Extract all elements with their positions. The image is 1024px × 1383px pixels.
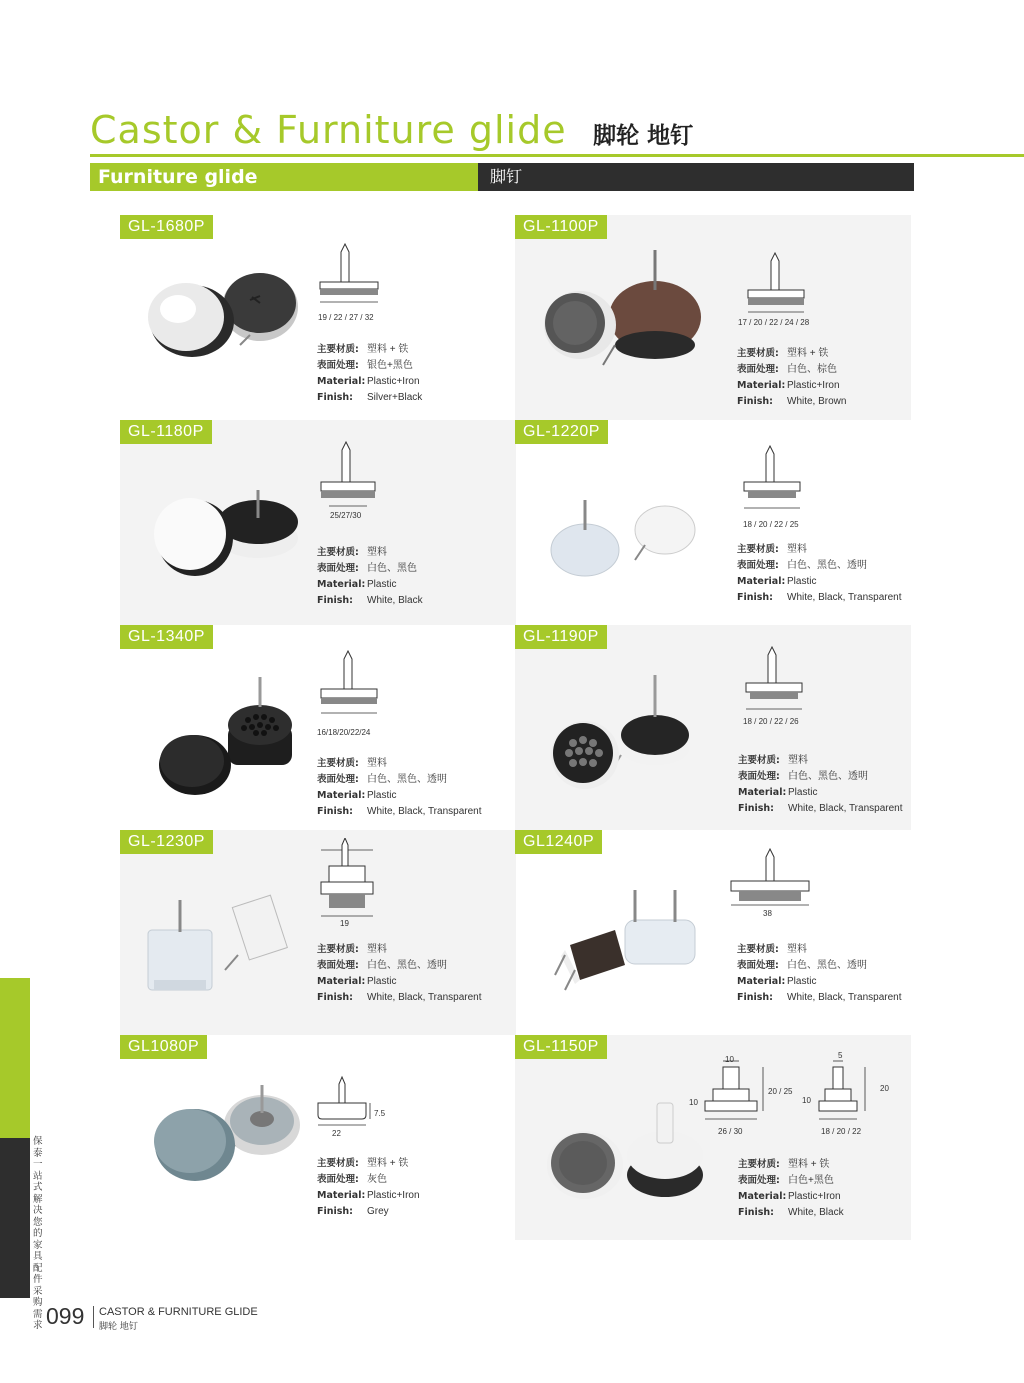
- value-finish-cn: 白色、黑色、透明: [367, 960, 447, 971]
- value-main-material: 塑料: [367, 547, 387, 558]
- product-card-gl-1100p: [515, 215, 911, 420]
- title-en: Castor & Furniture glide: [90, 108, 567, 152]
- label-finish-cn: 表面处理:: [738, 1175, 780, 1186]
- dimension-label: 19: [340, 919, 349, 928]
- footer-title-en: CASTOR & FURNITURE GLIDE: [99, 1306, 258, 1318]
- product-card-gl-1150p: [515, 1035, 911, 1240]
- product-card-gl-1340p: [120, 625, 516, 830]
- footer-divider: [93, 1306, 94, 1328]
- footer-title-cn: 脚轮 地钉: [99, 1322, 138, 1332]
- product-photo: [140, 655, 320, 820]
- label-finish: Finish:: [738, 803, 774, 814]
- value-material: Plastic: [367, 790, 397, 801]
- value-finish: White, Black, Transparent: [787, 992, 902, 1003]
- product-photo: [535, 245, 715, 410]
- label-finish-cn: 表面处理:: [737, 960, 779, 971]
- value-main-material: 塑料 + 铁: [367, 344, 409, 355]
- dimension-label: 20: [880, 1084, 889, 1093]
- product-card-gl1080p: [120, 1035, 516, 1240]
- title-rule: [90, 154, 1024, 157]
- dimension-label-height: 7.5: [374, 1109, 386, 1118]
- label-finish-cn: 表面处理:: [738, 771, 780, 782]
- label-material: Material:: [317, 376, 366, 387]
- section-bar-cn: [478, 163, 914, 191]
- product-photo: [535, 1065, 715, 1230]
- product-code: GL-1100P: [515, 215, 607, 239]
- product-photo: [140, 860, 320, 1025]
- label-finish: Finish:: [317, 806, 353, 817]
- product-code: GL-1680P: [120, 215, 213, 239]
- spec-list: [737, 542, 902, 606]
- label-main-material: 主要材质:: [317, 1158, 359, 1169]
- product-photo: [140, 450, 320, 615]
- dimension-drawing: [315, 438, 385, 518]
- product-code: GL-1230P: [120, 830, 213, 854]
- label-material: Material:: [737, 976, 786, 987]
- value-finish-cn: 白色、黑色、透明: [367, 774, 447, 785]
- value-finish: Grey: [367, 1206, 389, 1217]
- label-main-material: 主要材质:: [737, 544, 779, 555]
- value-material: Plastic: [787, 976, 817, 987]
- page-number: 099: [46, 1303, 85, 1329]
- dimension-label: 22: [332, 1129, 341, 1138]
- spec-list: [737, 942, 902, 1006]
- label-finish: Finish:: [317, 595, 353, 606]
- label-material: Material:: [737, 576, 786, 587]
- label-main-material: 主要材质:: [737, 348, 779, 359]
- value-main-material: 塑料: [787, 944, 807, 955]
- dimension-label: 20 / 25: [768, 1087, 793, 1096]
- side-slogan: 保泰 一站式解决您的家具配件采购需求: [33, 1136, 43, 1331]
- value-main-material: 塑料 + 铁: [787, 348, 829, 359]
- dimension-label: 18 / 20 / 22 / 25: [743, 520, 799, 529]
- value-material: Plastic+Iron: [787, 380, 840, 391]
- dimension-label: 5: [838, 1051, 843, 1060]
- label-finish: Finish:: [317, 992, 353, 1003]
- dimension-label: 19 / 22 / 27 / 32: [318, 313, 374, 322]
- value-finish-cn: 灰色: [367, 1174, 387, 1185]
- product-code: GL-1190P: [515, 625, 607, 649]
- value-material: Plastic: [367, 976, 397, 987]
- value-finish-cn: 白色+黑色: [788, 1175, 834, 1186]
- value-main-material: 塑料 + 铁: [367, 1158, 409, 1169]
- product-card-gl-1180p: [120, 420, 516, 625]
- product-card-gl-1220p: [515, 420, 911, 625]
- product-card-gl-1190p: [515, 625, 911, 830]
- product-photo: [535, 860, 715, 1025]
- product-code: GL1080P: [120, 1035, 207, 1059]
- section-title-cn: 脚钉: [490, 167, 523, 186]
- label-finish: Finish:: [737, 592, 773, 603]
- product-code: GL-1180P: [120, 420, 212, 444]
- value-material: Plastic: [787, 576, 817, 587]
- value-finish: White, Black, Transparent: [367, 992, 482, 1003]
- value-finish-cn: 白色、棕色: [787, 364, 837, 375]
- product-photo: [535, 450, 715, 615]
- dimension-drawing: [315, 838, 385, 923]
- value-finish-cn: 白色、黑色、透明: [787, 560, 867, 571]
- value-finish-cn: 银色+黑色: [367, 360, 413, 371]
- dimension-label: 25/27/30: [330, 511, 362, 520]
- value-main-material: 塑料: [367, 944, 387, 955]
- label-material: Material:: [317, 976, 366, 987]
- dimension-label: 10: [802, 1096, 811, 1105]
- value-material: Plastic: [367, 579, 397, 590]
- dimension-label: 26 / 30: [718, 1127, 743, 1136]
- label-finish-cn: 表面处理:: [317, 563, 359, 574]
- spec-list: [317, 942, 482, 1006]
- label-finish-cn: 表面处理:: [317, 360, 359, 371]
- label-finish: Finish:: [737, 992, 773, 1003]
- product-photo: [535, 655, 715, 820]
- value-finish-cn: 白色、黑色: [367, 563, 417, 574]
- value-finish-cn: 白色、黑色、透明: [787, 960, 867, 971]
- dimension-label: 18 / 20 / 22 / 26: [743, 717, 799, 726]
- label-material: Material:: [738, 787, 787, 798]
- label-finish-cn: 表面处理:: [737, 364, 779, 375]
- label-finish-cn: 表面处理:: [737, 560, 779, 571]
- dimension-label: 10: [725, 1055, 734, 1064]
- label-main-material: 主要材质:: [738, 755, 780, 766]
- dimension-label: 16/18/20/22/24: [317, 728, 371, 737]
- label-finish: Finish:: [738, 1207, 774, 1218]
- dimension-drawing: [740, 442, 810, 522]
- spec-list: [317, 756, 482, 820]
- label-finish-cn: 表面处理:: [317, 960, 359, 971]
- dimension-label: 10: [689, 1098, 698, 1107]
- product-code: GL1240P: [515, 830, 602, 854]
- dimension-drawing: [315, 647, 385, 727]
- label-finish: Finish:: [317, 392, 353, 403]
- label-finish-cn: 表面处理:: [317, 1174, 359, 1185]
- page-title: [90, 108, 693, 154]
- label-material: Material:: [737, 380, 786, 391]
- side-tab-dark: [0, 1138, 30, 1298]
- value-finish: White, Black: [367, 595, 423, 606]
- spec-list: [738, 1157, 844, 1221]
- label-material: Material:: [317, 790, 366, 801]
- product-photo: [140, 245, 320, 410]
- label-main-material: 主要材质:: [317, 344, 359, 355]
- value-material: Plastic+Iron: [788, 1191, 841, 1202]
- label-finish: Finish:: [317, 1206, 353, 1217]
- value-finish: Silver+Black: [367, 392, 423, 403]
- label-main-material: 主要材质:: [317, 944, 359, 955]
- value-finish: White, Brown: [787, 396, 847, 407]
- side-tab-green: [0, 978, 30, 1138]
- label-main-material: 主要材质:: [317, 758, 359, 769]
- value-finish: White, Black, Transparent: [788, 803, 903, 814]
- value-material: Plastic+Iron: [367, 1190, 420, 1201]
- section-bar-en: [90, 163, 478, 191]
- label-material: Material:: [738, 1191, 787, 1202]
- label-material: Material:: [317, 1190, 366, 1201]
- value-material: Plastic: [788, 787, 818, 798]
- value-finish: White, Black, Transparent: [787, 592, 902, 603]
- value-finish: White, Black: [788, 1207, 844, 1218]
- product-code: GL-1220P: [515, 420, 608, 444]
- value-finish-cn: 白色、黑色、透明: [788, 771, 868, 782]
- dimension-drawing: [740, 250, 810, 320]
- spec-list: [317, 342, 422, 406]
- label-finish: Finish:: [737, 396, 773, 407]
- value-main-material: 塑料: [788, 755, 808, 766]
- product-code: GL-1150P: [515, 1035, 607, 1059]
- dimension-drawing: [725, 845, 815, 915]
- section-title-en: Furniture glide: [98, 166, 258, 188]
- label-main-material: 主要材质:: [317, 547, 359, 558]
- spec-list: [737, 346, 846, 410]
- dimension-drawing: [740, 643, 810, 723]
- product-code: GL-1340P: [120, 625, 213, 649]
- spec-list: [738, 753, 903, 817]
- product-photo: [140, 1065, 320, 1230]
- dimension-drawing: [312, 1075, 392, 1135]
- label-main-material: 主要材质:: [737, 944, 779, 955]
- value-main-material: 塑料: [787, 544, 807, 555]
- dimension-label: 18 / 20 / 22: [821, 1127, 862, 1136]
- product-card-gl-1680p: [120, 215, 516, 420]
- label-main-material: 主要材质:: [738, 1159, 780, 1170]
- spec-list: [317, 545, 423, 609]
- title-cn: 脚轮 地钉: [593, 123, 694, 149]
- value-main-material: 塑料: [367, 758, 387, 769]
- value-finish: White, Black, Transparent: [367, 806, 482, 817]
- product-card-gl1240p: [515, 830, 911, 1035]
- label-material: Material:: [317, 579, 366, 590]
- spec-list: [317, 1156, 420, 1220]
- value-material: Plastic+Iron: [367, 376, 420, 387]
- dimension-label: 38: [763, 909, 772, 918]
- product-card-gl-1230p: [120, 830, 516, 1035]
- value-main-material: 塑料 + 铁: [788, 1159, 830, 1170]
- label-finish-cn: 表面处理:: [317, 774, 359, 785]
- dimension-label: 17 / 20 / 22 / 24 / 28: [738, 318, 810, 327]
